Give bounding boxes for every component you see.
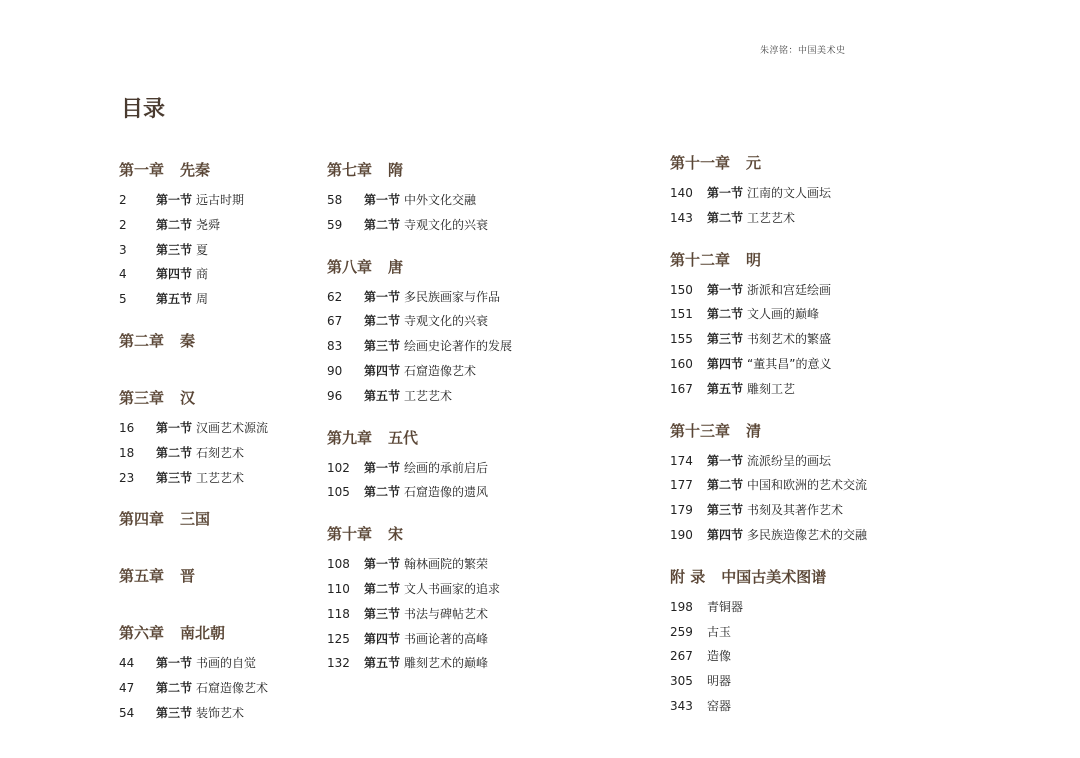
chapter-spacer xyxy=(670,548,950,567)
toc-entry[interactable] xyxy=(119,701,319,726)
toc-entry[interactable] xyxy=(119,441,319,466)
page-number: 190 xyxy=(670,527,693,542)
chapter-heading[interactable] xyxy=(119,623,319,643)
chapter-number: 第一章 xyxy=(119,161,165,179)
chapter-name: 元 xyxy=(746,154,762,172)
section-number: 第二节 xyxy=(707,478,744,493)
section-title: 中外文化交融 xyxy=(404,193,477,207)
section-title: 雕刻艺术的巅峰 xyxy=(404,656,489,671)
chapter-heading[interactable] xyxy=(670,153,950,173)
chapter-heading[interactable] xyxy=(327,160,567,180)
chapter-number: 第十一章 xyxy=(670,154,731,172)
section-title: 书法与碑帖艺术 xyxy=(404,606,489,621)
section-number: 第四节 xyxy=(707,356,744,371)
section-number: 第三节 xyxy=(156,470,193,485)
section-title: 书画论著的高峰 xyxy=(404,631,489,646)
page-title: 目录 xyxy=(121,97,166,122)
section-number: 第三节 xyxy=(156,242,193,257)
toc-entry[interactable] xyxy=(670,523,950,548)
section-number: 第五节 xyxy=(364,656,401,671)
page-number: 4 xyxy=(119,267,127,282)
section-title: 石刻艺术 xyxy=(196,445,245,460)
page-number: 2 xyxy=(119,217,127,232)
chapter-block xyxy=(327,524,567,676)
chapter-spacer xyxy=(119,537,319,566)
page-number: 47 xyxy=(119,681,135,696)
section-number: 第五节 xyxy=(156,292,193,307)
page-number: 125 xyxy=(327,631,350,646)
toc-entry[interactable] xyxy=(327,309,567,334)
chapter-name: 先秦 xyxy=(180,161,211,179)
chapter-heading[interactable] xyxy=(670,421,950,441)
page-number: 54 xyxy=(119,705,135,720)
toc-entry[interactable] xyxy=(327,456,567,481)
page-number: 110 xyxy=(327,581,350,596)
toc-entry[interactable] xyxy=(119,466,319,491)
section-number: 第一节 xyxy=(707,186,744,200)
chapter-spacer xyxy=(670,402,950,421)
section-title: 周 xyxy=(196,292,209,307)
chapter-name: 秦 xyxy=(180,331,196,350)
chapter-heading[interactable] xyxy=(119,566,319,586)
toc-entry[interactable] xyxy=(327,359,567,384)
chapter-number: 第八章 xyxy=(327,257,373,276)
page-number: 198 xyxy=(670,599,693,614)
chapter-spacer xyxy=(327,505,567,524)
chapter-heading[interactable] xyxy=(670,250,950,270)
section-title: 浙派和宫廷绘画 xyxy=(747,282,832,297)
page-number: 23 xyxy=(119,470,135,485)
toc-entry[interactable] xyxy=(670,473,950,498)
toc-column-1 xyxy=(119,160,319,726)
page-number: 160 xyxy=(670,356,693,371)
toc-entry[interactable] xyxy=(670,620,950,645)
chapter-name: 宋 xyxy=(388,525,404,544)
section-title: 夏 xyxy=(196,242,209,257)
toc-entry[interactable] xyxy=(670,595,950,620)
chapter-number: 第三章 xyxy=(119,388,165,407)
chapter-number: 第十章 xyxy=(327,525,373,544)
page-number: 305 xyxy=(670,674,693,689)
toc-entry[interactable] xyxy=(670,377,950,402)
toc-entry[interactable] xyxy=(119,213,319,238)
page-number: 143 xyxy=(670,210,693,225)
section-number: 第二节 xyxy=(364,217,401,232)
chapter-number: 附 录 xyxy=(670,567,706,586)
toc-entry[interactable] xyxy=(327,577,567,602)
toc-entry[interactable] xyxy=(670,352,950,377)
toc-entry[interactable] xyxy=(119,238,319,263)
toc-entry[interactable] xyxy=(327,334,567,359)
page-number: 343 xyxy=(670,698,693,713)
page-number: 259 xyxy=(670,624,693,639)
toc-entry[interactable] xyxy=(119,676,319,701)
chapter-block xyxy=(119,388,319,490)
section-title: 寺观文化的兴衰 xyxy=(404,217,489,232)
chapter-block xyxy=(327,428,567,506)
page-number: 16 xyxy=(119,420,135,435)
page-number: 62 xyxy=(327,289,343,304)
chapter-block xyxy=(670,250,950,402)
section-number: 第三节 xyxy=(364,606,401,621)
page-number: 105 xyxy=(327,485,350,500)
section-title: 石窟造像的遗风 xyxy=(404,485,489,500)
section-number: 第二节 xyxy=(707,210,744,225)
section-title: 书刻艺术的繁盛 xyxy=(747,332,832,347)
section-number: 第三节 xyxy=(364,339,401,354)
section-title: 工艺艺术 xyxy=(747,210,796,225)
toc-entry[interactable] xyxy=(327,627,567,652)
chapter-spacer xyxy=(119,594,319,623)
section-title: 造像 xyxy=(707,649,732,664)
section-number: 第一节 xyxy=(707,453,744,468)
toc-entry[interactable] xyxy=(327,480,567,505)
toc-entry[interactable] xyxy=(670,669,950,694)
section-number: 第二节 xyxy=(156,681,193,696)
toc-entry[interactable] xyxy=(670,644,950,669)
page-number: 118 xyxy=(327,606,350,621)
chapter-block xyxy=(327,160,567,238)
chapter-spacer xyxy=(327,409,567,428)
running-header: 朱淳铭：中国美术史 xyxy=(760,46,846,56)
page-number: 150 xyxy=(670,282,693,297)
section-number: 第二节 xyxy=(364,581,401,596)
section-title: 书刻及其著作艺术 xyxy=(747,503,844,518)
toc-entry[interactable] xyxy=(327,188,567,213)
page-number: 18 xyxy=(119,445,135,460)
chapter-name: 南北朝 xyxy=(180,624,226,643)
section-title: 寺观文化的兴衰 xyxy=(404,314,489,329)
toc-entry[interactable] xyxy=(327,552,567,577)
page-number: 90 xyxy=(327,363,343,378)
chapter-block xyxy=(327,257,567,409)
toc-column-2 xyxy=(327,160,567,676)
chapter-name: 汉 xyxy=(180,388,196,407)
chapter-number: 第五章 xyxy=(119,567,165,586)
page-number: 67 xyxy=(327,314,343,329)
section-number: 第二节 xyxy=(156,445,193,460)
section-number: 第一节 xyxy=(707,282,744,297)
section-number: 第一节 xyxy=(156,656,193,671)
page-number: 167 xyxy=(670,381,693,396)
chapter-number: 第二章 xyxy=(119,331,165,350)
section-number: 第四节 xyxy=(156,267,193,282)
section-title: 多民族画家与作品 xyxy=(404,289,501,304)
section-title: 石窟造像艺术 xyxy=(196,681,269,696)
toc-entry[interactable] xyxy=(327,285,567,310)
chapter-heading[interactable] xyxy=(119,388,319,408)
section-title: 商 xyxy=(196,267,209,282)
section-number: 第一节 xyxy=(156,420,193,435)
section-title: 汉画艺术源流 xyxy=(196,420,269,435)
chapter-heading[interactable] xyxy=(119,331,319,351)
toc-entry[interactable] xyxy=(670,449,950,474)
page-number: 140 xyxy=(670,186,693,200)
toc-entry[interactable] xyxy=(327,213,567,238)
page-number: 83 xyxy=(327,339,343,354)
page-number: 177 xyxy=(670,478,693,493)
chapter-block xyxy=(670,421,950,548)
chapter-block xyxy=(119,566,319,586)
section-number: 第一节 xyxy=(364,460,401,475)
toc-entry[interactable] xyxy=(119,188,319,213)
chapter-name: 唐 xyxy=(388,257,404,276)
page-number: 5 xyxy=(119,292,127,307)
chapter-block xyxy=(119,331,319,351)
chapter-block xyxy=(119,623,319,725)
section-title: 流派纷呈的画坛 xyxy=(747,453,832,468)
toc-entry[interactable] xyxy=(327,384,567,409)
toc-entry[interactable] xyxy=(670,327,950,352)
section-number: 第四节 xyxy=(364,363,401,378)
toc-entry[interactable] xyxy=(327,602,567,627)
chapter-name: 中国古美术图谱 xyxy=(721,567,827,586)
chapter-name: 三国 xyxy=(180,510,211,529)
section-number: 第一节 xyxy=(364,557,401,572)
section-title: 明器 xyxy=(707,674,732,689)
chapter-number: 第九章 xyxy=(327,428,373,447)
section-number: 第四节 xyxy=(707,527,744,542)
section-number: 第三节 xyxy=(707,503,744,518)
toc-entry[interactable] xyxy=(670,181,950,206)
section-title: 窑器 xyxy=(707,698,732,713)
toc-entry[interactable] xyxy=(119,287,319,312)
chapter-number: 第七章 xyxy=(327,161,373,179)
page-number: 267 xyxy=(670,649,693,664)
section-title: “董其昌”的意义 xyxy=(747,356,832,371)
toc-entry[interactable] xyxy=(119,416,319,441)
page-number: 96 xyxy=(327,388,343,403)
chapter-spacer xyxy=(670,231,950,250)
section-title: 中国和欧洲的艺术交流 xyxy=(747,478,868,493)
section-title: 石窟造像艺术 xyxy=(404,363,477,378)
section-number: 第一节 xyxy=(156,193,193,207)
section-number: 第二节 xyxy=(364,485,401,500)
chapter-name: 隋 xyxy=(388,161,404,179)
section-title: 文人画的巅峰 xyxy=(747,307,820,322)
chapter-heading[interactable] xyxy=(670,567,950,587)
page-number: 108 xyxy=(327,557,350,572)
toc-entry[interactable] xyxy=(670,498,950,523)
section-title: 远古时期 xyxy=(196,193,245,207)
section-title: 多民族造像艺术的交融 xyxy=(747,527,868,542)
section-title: 文人书画家的追求 xyxy=(404,581,501,596)
page-number: 58 xyxy=(327,193,343,207)
chapter-heading[interactable] xyxy=(327,524,567,544)
section-number: 第一节 xyxy=(364,193,401,207)
toc-entry[interactable] xyxy=(670,694,950,719)
chapter-name: 五代 xyxy=(388,428,419,447)
chapter-name: 清 xyxy=(746,421,762,440)
page-number: 151 xyxy=(670,307,693,322)
page-number: 102 xyxy=(327,460,350,475)
page-number: 174 xyxy=(670,453,693,468)
chapter-spacer xyxy=(119,312,319,331)
section-number: 第四节 xyxy=(364,631,401,646)
chapter-spacer xyxy=(327,238,567,257)
chapter-number: 第六章 xyxy=(119,624,165,643)
chapter-block xyxy=(119,160,319,312)
toc-entry[interactable] xyxy=(327,651,567,676)
toc-entry[interactable] xyxy=(119,651,319,676)
section-number: 第三节 xyxy=(156,705,193,720)
page-number: 44 xyxy=(119,656,135,671)
chapter-block xyxy=(670,153,950,231)
chapter-number: 第十二章 xyxy=(670,250,731,269)
chapter-heading[interactable] xyxy=(119,160,319,180)
section-title: 尧舜 xyxy=(196,217,221,232)
section-title: 工艺艺术 xyxy=(404,388,453,403)
page-number: 59 xyxy=(327,217,343,232)
chapter-heading[interactable] xyxy=(327,428,567,448)
section-number: 第五节 xyxy=(364,388,401,403)
section-title: 绘画的承前启后 xyxy=(404,460,489,475)
chapter-heading[interactable] xyxy=(119,509,319,529)
page-number: 155 xyxy=(670,332,693,347)
toc-column-3 xyxy=(670,153,950,719)
page-number: 132 xyxy=(327,656,350,671)
toc-entry[interactable] xyxy=(670,302,950,327)
section-number: 第一节 xyxy=(364,289,401,304)
section-title: 工艺艺术 xyxy=(196,470,245,485)
toc-entry[interactable] xyxy=(670,278,950,303)
section-number: 第五节 xyxy=(707,381,744,396)
chapter-spacer xyxy=(119,359,319,388)
section-number: 第三节 xyxy=(707,332,744,347)
section-number: 第二节 xyxy=(156,217,193,232)
section-title: 装饰艺术 xyxy=(196,705,245,720)
toc-entry[interactable] xyxy=(119,262,319,287)
page-number: 2 xyxy=(119,193,127,207)
chapter-block xyxy=(119,509,319,529)
section-title: 雕刻工艺 xyxy=(747,381,796,396)
page-number: 179 xyxy=(670,503,693,518)
section-title: 翰林画院的繁荣 xyxy=(404,557,489,572)
section-title: 书画的自觉 xyxy=(196,656,257,671)
section-title: 青铜器 xyxy=(707,599,744,614)
chapter-block xyxy=(670,567,950,719)
section-number: 第二节 xyxy=(707,307,744,322)
chapter-name: 晋 xyxy=(180,567,196,586)
chapter-spacer xyxy=(119,490,319,509)
section-title: 绘画史论著作的发展 xyxy=(404,339,513,354)
chapter-heading[interactable] xyxy=(327,257,567,277)
toc-entry[interactable] xyxy=(670,206,950,231)
chapter-name: 明 xyxy=(746,250,762,269)
chapter-number: 第十三章 xyxy=(670,421,731,440)
section-title: 古玉 xyxy=(707,624,732,639)
page-number: 3 xyxy=(119,242,127,257)
chapter-number: 第四章 xyxy=(119,510,165,529)
section-title: 江南的文人画坛 xyxy=(747,186,832,200)
section-number: 第二节 xyxy=(364,314,401,329)
